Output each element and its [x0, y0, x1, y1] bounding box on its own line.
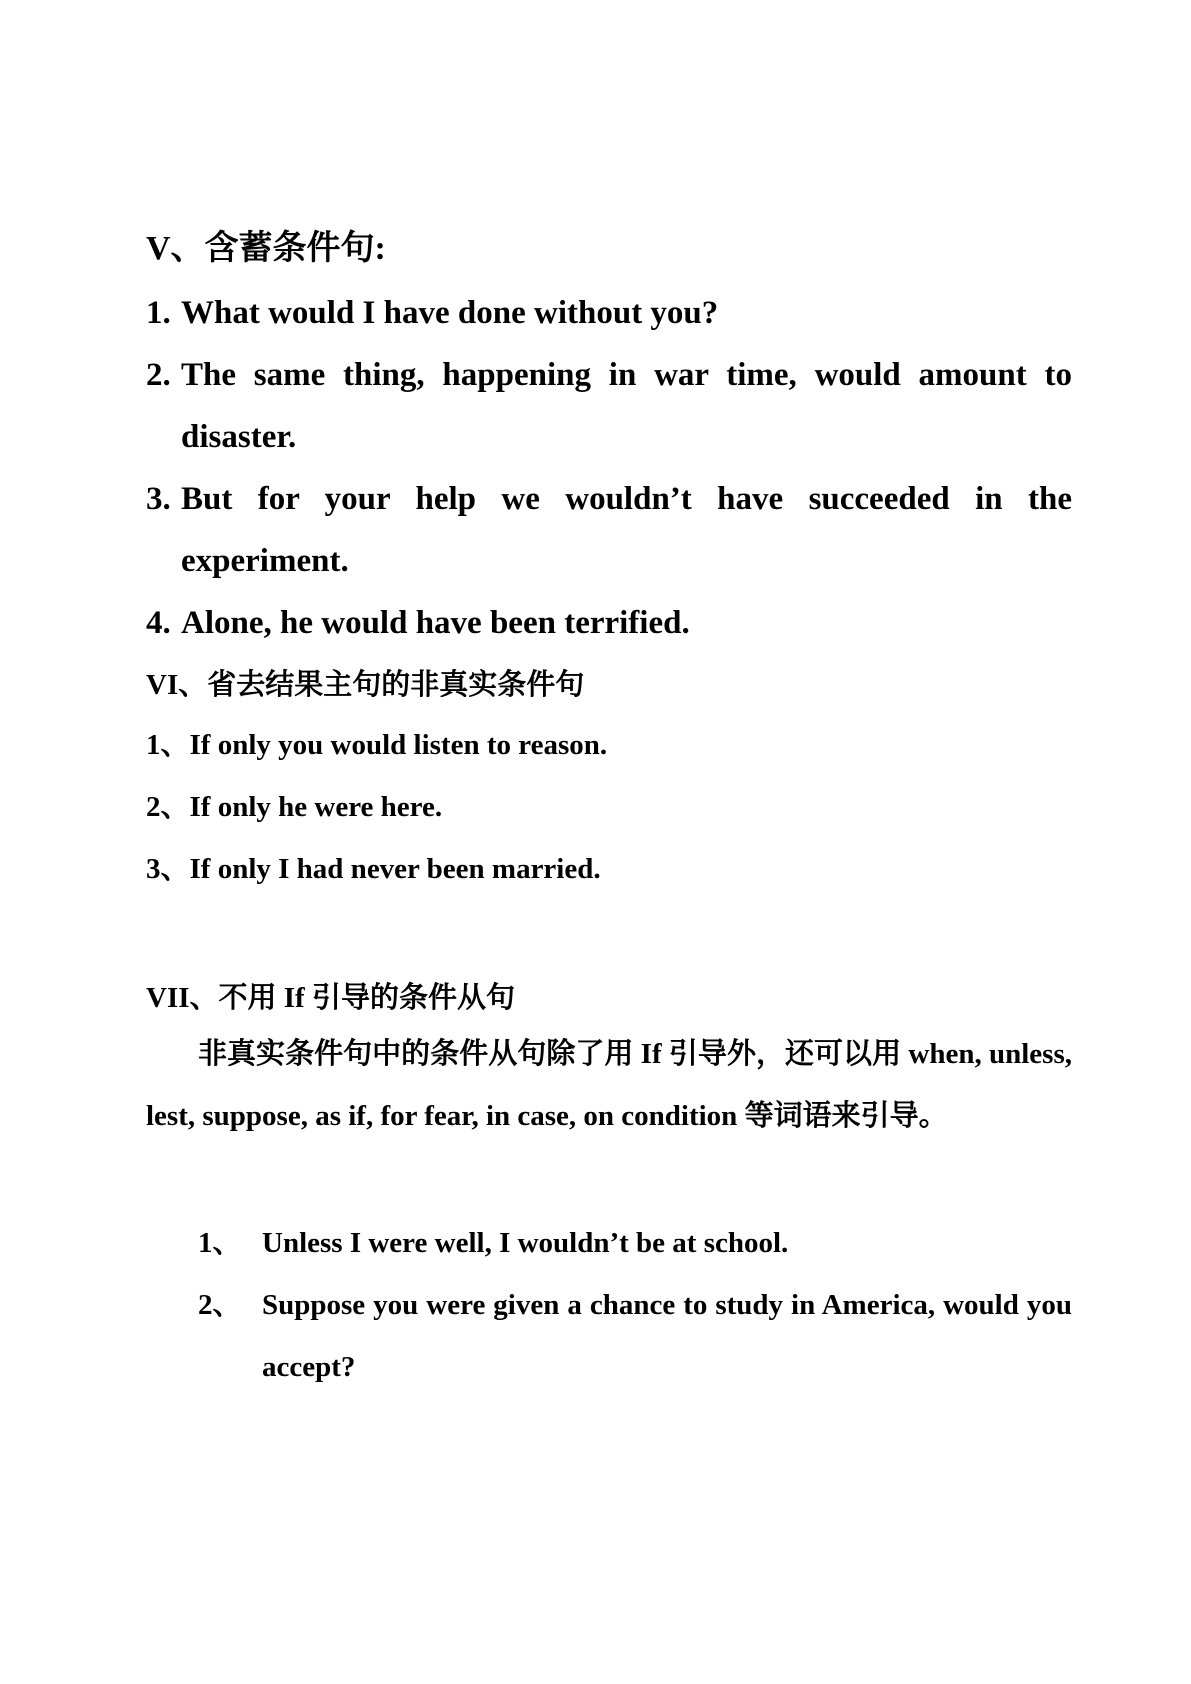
section-vii-paragraph: 非真实条件句中的条件从句除了用 If 引导外，还可以用 when, unless, lest, suppose, as if, for fear, in case, on condition 等词语来引导。: [146, 1038, 1072, 1132]
item-number: 2.: [146, 357, 171, 393]
section-vii-item: [198, 1274, 1072, 1398]
item-text: If only he were here.: [189, 791, 443, 823]
item-number: 3.: [146, 481, 171, 517]
item-text: Unless I were well, I wouldn’t be at school.: [262, 1227, 789, 1259]
section-vi-heading: VI、省去结果主句的非真实条件句: [146, 669, 585, 701]
item-number: 1、: [198, 1227, 242, 1259]
item-number: 1.: [146, 295, 171, 331]
item-number: 2、: [146, 791, 190, 823]
section-v-item: [146, 592, 1072, 654]
item-text: If only you would listen to reason.: [189, 729, 608, 761]
item-text: If only I had never been married.: [189, 853, 601, 885]
section-vi-item: [146, 847, 601, 891]
item-number: 4.: [146, 605, 171, 641]
section-vi-item: [146, 785, 442, 829]
section-vi-item: [146, 723, 607, 767]
item-text: But for your help we wouldn’t have succeeded in the experiment.: [181, 481, 1072, 579]
item-number: 3、: [146, 853, 190, 885]
item-text: Alone, he would have been terrified.: [181, 605, 690, 641]
section-vii-heading: VII、不用 If 引导的条件从句: [146, 982, 515, 1014]
section-vii-item: [198, 1212, 1072, 1274]
item-number: 1、: [146, 729, 190, 761]
item-text: The same thing, happening in war time, would amount to disaster.: [181, 357, 1072, 455]
section-v-item: [146, 282, 1072, 344]
section-v-heading: V、含蓄条件句:: [146, 230, 386, 267]
item-text: Suppose you were given a chance to study in America, would you accept?: [262, 1289, 1072, 1383]
section-v-item: [146, 468, 1072, 592]
item-number: 2、: [198, 1289, 242, 1321]
item-text: What would I have done without you?: [181, 295, 719, 331]
section-v-item: [146, 344, 1072, 468]
